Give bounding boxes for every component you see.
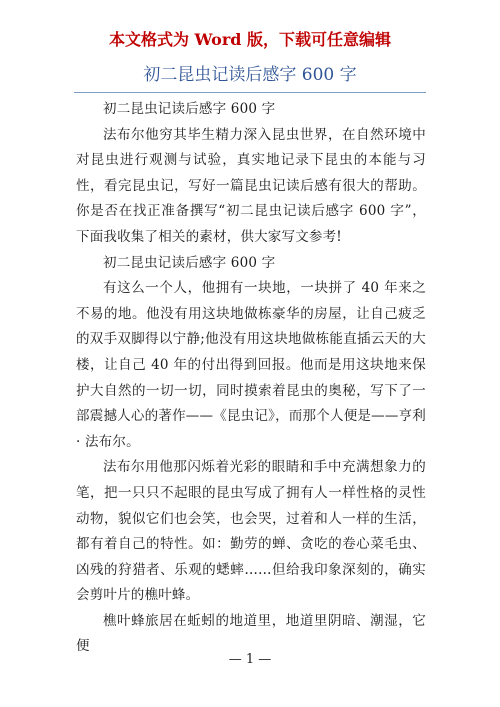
word-format-banner: 本文格式为 Word 版，下载可任意编辑 bbox=[108, 30, 392, 49]
body-paragraph: 法布尔用他那闪烁着光彩的眼睛和手中充满想象力的笔，把一只只不起眼的昆虫写成了拥有人一样性格的灵性动物，貌似它们也会笑，也会哭，过着和人一样的生活，都有着自己的特性。如：勤劳的蝉、贪吃的卷心菜毛虫、凶残的狩猎者、乐观的蟋蟀……但给我印象深刻的，确实会剪叶片的樵叶蜂。 bbox=[76, 459, 426, 604]
subtitle-line: 初二昆虫记读后感字 600 字 bbox=[103, 101, 276, 117]
body-paragraph: 有这么一个人，他拥有一块地，一块拼了 40 年来之不易的地。他没有用这块地做栋豪华的房屋，让自己疲乏的双手双脚得以宁静;他没有用这块地做栋能直插云天的大楼，让自己 40 年的付出得到回报。他而是用这块地来保护大自然的一切一切，同时摸索着昆虫的奥秘，写下了一部震撼人心的著作——《昆虫记》，而那个人便是——亨利 · 法布尔。 bbox=[76, 280, 426, 450]
intro-paragraph: 法布尔他穷其毕生精力深入昆虫世界，在自然环境中对昆虫进行观测与试验，真实地记录下昆虫的本能与习性，看完昆虫记，写好一篇昆虫记读后感有很大的帮助。你是否在找正准备撰写“初二昆虫记读后感字 600 字”，下面我收集了相关的素材，供大家写文参考! bbox=[76, 126, 426, 245]
body-paragraph: 樵叶蜂旅居在蚯蚓的地道里，地道里阴暗、潮湿，它便 bbox=[76, 612, 426, 655]
subtitle-line: 初二昆虫记读后感字 600 字 bbox=[103, 254, 276, 271]
document-title: 初二昆虫记读后感字 600 字 bbox=[143, 65, 357, 85]
page-number: — 1 — bbox=[228, 652, 272, 667]
document-body bbox=[76, 97, 426, 660]
header-rule bbox=[74, 92, 426, 93]
